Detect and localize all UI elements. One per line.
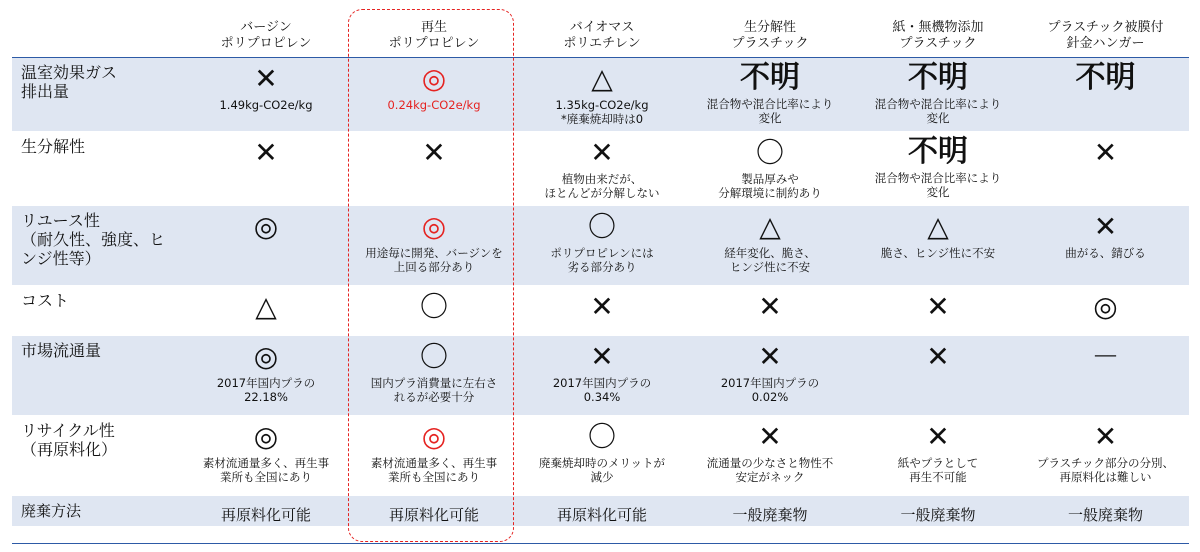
rating-symbol: ✕ <box>590 340 614 373</box>
rating-symbol: ◎ <box>253 420 279 453</box>
rating-cell <box>1022 286 1189 336</box>
rating-note: 経年変化、脆さ、 ヒンジ性に不安 <box>724 246 816 274</box>
rating-symbol: ◎ <box>421 62 447 95</box>
rating-note: 混合物や混合比率により 変化 <box>874 171 1002 199</box>
rating-cell <box>350 336 518 416</box>
rating-cell <box>350 58 518 132</box>
rating-symbol: △ <box>591 62 613 95</box>
disposal-method: 一般廃棄物 <box>732 505 808 524</box>
rating-symbol: ✕ <box>926 290 950 323</box>
rating-note: 製品厚みや 分解環境に制約あり <box>718 172 822 200</box>
rating-cell <box>518 206 686 286</box>
rating-symbol: 不明 <box>740 60 800 95</box>
rating-cell <box>350 286 518 336</box>
row-label: リサイクル性 （再原料化） <box>12 416 182 496</box>
rating-symbol: ✕ <box>926 420 950 453</box>
rating-symbol: ✕ <box>1093 210 1118 243</box>
disposal-method: 再原料化可能 <box>388 505 479 524</box>
rating-symbol: ✕ <box>758 290 782 323</box>
disposal-method: 一般廃棄物 <box>900 505 976 524</box>
rating-note: 2017年国内プラの 22.18% <box>216 376 316 404</box>
rating-cell <box>518 336 686 416</box>
rating-cell <box>1022 206 1189 286</box>
rating-note: 2017年国内プラの 0.02% <box>720 376 820 404</box>
rating-note: 混合物や混合比率により 変化 <box>706 97 834 125</box>
column-header: 生分解性 プラスチック <box>686 8 854 58</box>
rating-symbol: ◎ <box>253 340 279 373</box>
rating-symbol: △ <box>759 210 781 243</box>
rating-cell <box>686 416 854 496</box>
rating-note: ポリプロピレンには 劣る部分あり <box>550 246 654 274</box>
rating-symbol: 〇 <box>419 340 448 373</box>
rating-cell <box>182 416 350 496</box>
column-header: プラスチック被膜付 針金ハンガー <box>1022 8 1189 58</box>
rating-note: 紙やプラとして 再生不可能 <box>897 456 979 484</box>
rating-cell <box>1022 132 1189 206</box>
rating-cell <box>518 58 686 132</box>
rating-cell <box>854 496 1022 526</box>
rating-note: 曲がる、錆びる <box>1065 246 1146 260</box>
rating-cell <box>686 336 854 416</box>
rating-note: 1.49kg-CO2e/kg <box>219 98 313 112</box>
rating-cell <box>518 416 686 496</box>
rating-symbol: ✕ <box>1093 420 1118 453</box>
rating-cell <box>854 336 1022 416</box>
column-header: バイオマス ポリエチレン <box>518 8 686 58</box>
rating-note: プラスチック部分の分別、 再原料化は難しい <box>1036 456 1175 484</box>
rating-cell <box>350 206 518 286</box>
rating-cell <box>350 496 518 526</box>
rating-cell <box>686 206 854 286</box>
rating-symbol: ✕ <box>254 136 278 169</box>
rating-note: 1.35kg-CO2e/kg *廃棄焼却時は0 <box>555 98 649 126</box>
rating-symbol: ◎ <box>421 420 447 453</box>
rating-symbol: ✕ <box>758 420 782 453</box>
rating-note: 素材流通量多く、再生事 業所も全国にあり <box>202 456 330 484</box>
rating-cell <box>854 206 1022 286</box>
rating-symbol: △ <box>255 290 277 323</box>
row-label: 生分解性 <box>12 132 182 206</box>
column-header: バージン ポリプロピレン <box>182 8 350 58</box>
rating-symbol: ✕ <box>1093 136 1118 169</box>
rating-symbol: 〇 <box>587 420 616 453</box>
rating-symbol: ✕ <box>422 136 446 169</box>
disposal-method: 一般廃棄物 <box>1067 505 1143 524</box>
rating-cell <box>182 206 350 286</box>
rating-cell <box>686 286 854 336</box>
header-corner <box>12 8 182 58</box>
rating-cell <box>182 132 350 206</box>
rating-cell <box>350 416 518 496</box>
rating-symbol: 〇 <box>419 290 448 323</box>
rating-symbol: △ <box>927 210 949 243</box>
rating-symbol: 不明 <box>1075 60 1136 95</box>
row-label: 市場流通量 <box>12 336 182 416</box>
rating-note: 混合物や混合比率により 変化 <box>874 97 1002 125</box>
rating-cell <box>854 286 1022 336</box>
row-label: リユース性 （耐久性、強度、ヒ ンジ性等） <box>12 206 182 286</box>
rating-cell <box>182 58 350 132</box>
rating-cell <box>182 336 350 416</box>
rating-cell <box>686 132 854 206</box>
rating-symbol: ✕ <box>590 290 614 323</box>
rating-note: 2017年国内プラの 0.34% <box>552 376 652 404</box>
rating-symbol: ◎ <box>421 210 447 243</box>
rating-cell <box>1022 336 1189 416</box>
rating-note: 流通量の少なさと物性不 安定がネック <box>706 456 834 484</box>
rating-note: 0.24kg-CO2e/kg <box>387 98 481 112</box>
rating-symbol: 〇 <box>755 136 784 169</box>
rating-symbol: 不明 <box>908 134 968 169</box>
rating-cell <box>518 286 686 336</box>
rating-cell <box>854 58 1022 132</box>
rating-cell <box>854 416 1022 496</box>
rating-cell <box>686 496 854 526</box>
rating-cell <box>854 132 1022 206</box>
rating-symbol: ◎ <box>253 210 279 243</box>
rating-symbol: ✕ <box>590 136 614 169</box>
rating-cell <box>1022 58 1189 132</box>
rating-cell <box>518 496 686 526</box>
rating-cell <box>518 132 686 206</box>
column-header: 紙・無機物添加 プラスチック <box>854 8 1022 58</box>
rating-cell <box>1022 416 1189 496</box>
disposal-method: 再原料化可能 <box>220 505 311 524</box>
rating-note: 廃棄焼却時のメリットが 減少 <box>538 456 666 484</box>
rating-symbol: ✕ <box>254 62 278 95</box>
rating-note: 用途毎に開発、バージンを 上回る部分あり <box>365 246 503 274</box>
rating-symbol: ◎ <box>1093 290 1118 323</box>
row-label: 廃棄方法 <box>12 496 182 526</box>
disposal-method: 再原料化可能 <box>556 505 647 524</box>
row-label: コスト <box>12 286 182 336</box>
column-header: 再生 ポリプロピレン <box>350 8 518 58</box>
rating-symbol: 〇 <box>587 210 616 243</box>
rating-note: 脆さ、ヒンジ性に不安 <box>880 246 996 260</box>
rating-note: 素材流通量多く、再生事 業所も全国にあり <box>370 456 498 484</box>
rating-cell <box>182 286 350 336</box>
rating-cell <box>182 496 350 526</box>
rating-note: 植物由来だが、 ほとんどが分解しない <box>544 172 660 200</box>
rating-symbol: ✕ <box>758 340 782 373</box>
row-label: 温室効果ガス 排出量 <box>12 58 182 132</box>
rating-cell <box>350 132 518 206</box>
rating-symbol: 不明 <box>908 60 968 95</box>
rating-cell <box>1022 496 1189 526</box>
rating-symbol: ✕ <box>926 340 950 373</box>
comparison-table <box>12 8 1189 544</box>
rating-cell <box>686 58 854 132</box>
rating-symbol: － <box>1091 340 1120 373</box>
rating-note: 国内プラ消費量に左右さ れるが必要十分 <box>370 376 498 404</box>
